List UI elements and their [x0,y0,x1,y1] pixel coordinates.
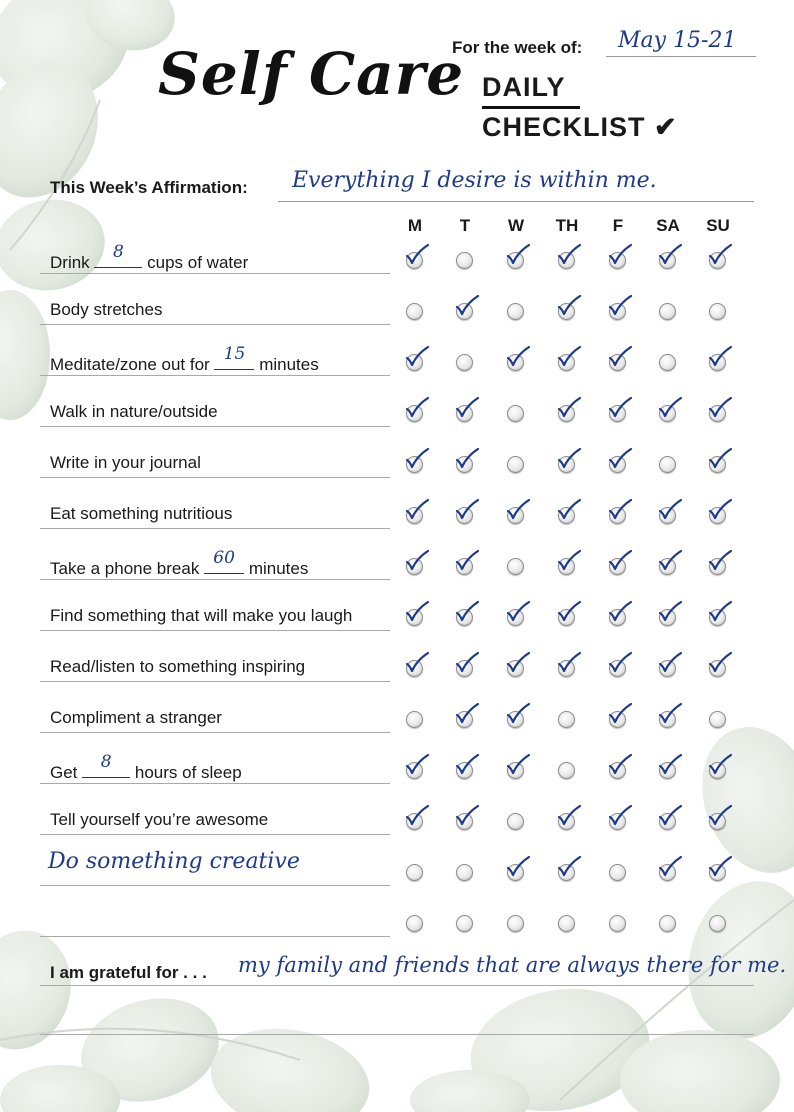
checkmark-icon [404,396,430,420]
task-fill-value: 8 [112,242,124,262]
checkbox-checked[interactable] [558,660,575,677]
task-underline [40,528,390,529]
task-row [0,651,794,702]
checkbox-checked[interactable] [406,507,423,524]
checkmark-icon [657,243,683,267]
checkmark-icon: ✔ [654,112,678,142]
task-text: Compliment a stranger [50,708,222,727]
checkmark-icon [556,345,582,369]
grateful-value: my family and friends that are always there for me. [238,953,787,977]
checkbox-empty[interactable] [456,864,473,881]
task-underline [40,273,390,274]
checkmark-icon [556,396,582,420]
task-row [0,498,794,549]
checkmark-icon [505,243,531,267]
checkbox-checked[interactable] [609,303,626,320]
checkbox-checked[interactable] [558,354,575,371]
checkbox-checked[interactable] [456,813,473,830]
checkbox-checked[interactable] [659,711,676,728]
day-header: TH [555,216,579,235]
checkbox-checked[interactable] [709,609,726,626]
checkmark-icon [657,600,683,624]
checkmark-icon [607,702,633,726]
day-header: SU [706,216,730,235]
checkmark-icon [556,651,582,675]
task-underline [40,732,390,733]
checkmark-icon [657,702,683,726]
checkbox-checked[interactable] [709,660,726,677]
checkbox-checked[interactable] [406,762,423,779]
task-row [0,345,794,396]
checkmark-icon [707,396,733,420]
checkbox-empty[interactable] [659,456,676,473]
task-row [0,753,794,804]
checkbox-checked[interactable] [659,864,676,881]
checkmark-icon [707,600,733,624]
task-underline [40,936,390,937]
checkbox-empty[interactable] [558,762,575,779]
checkmark-icon [404,753,430,777]
task-label [50,344,319,375]
checkbox-checked[interactable] [659,660,676,677]
checkmark-icon [454,549,480,573]
task-row [0,600,794,651]
checkbox-empty[interactable] [406,303,423,320]
task-label [50,752,242,783]
checkbox-checked[interactable] [558,558,575,575]
checkbox-checked[interactable] [406,558,423,575]
checkmark-icon [607,345,633,369]
checkmark-icon [556,294,582,318]
task-row [0,702,794,753]
subtitle-checklist [482,112,678,143]
task-blank [204,548,244,574]
task-label [50,453,201,473]
checkmark-icon [505,702,531,726]
checkbox-checked[interactable] [659,609,676,626]
checkbox-checked[interactable] [609,405,626,422]
checkbox-checked[interactable] [406,456,423,473]
checkbox-checked[interactable] [406,813,423,830]
checkbox-empty[interactable] [709,711,726,728]
task-underline [40,375,390,376]
checkmark-icon [454,294,480,318]
task-text: Write in your journal [50,453,201,472]
checkmark-icon [607,243,633,267]
checkbox-checked[interactable] [609,609,626,626]
checkbox-checked[interactable] [406,405,423,422]
task-underline [40,477,390,478]
task-text: Walk in nature/outside [50,402,218,421]
task-row [0,447,794,498]
checkbox-checked[interactable] [456,303,473,320]
task-text: Find something that will make you laugh [50,606,353,625]
checkbox-checked[interactable] [659,813,676,830]
checkmark-icon [505,600,531,624]
task-label [50,242,249,273]
checkmark-icon [657,855,683,879]
checkbox-checked[interactable] [558,456,575,473]
task-text: Meditate/zone out for [50,355,210,374]
task-text: Get [50,763,78,782]
checkmark-icon [505,498,531,522]
checkbox-checked[interactable] [609,456,626,473]
checkmark-icon [505,855,531,879]
checkmark-icon [657,753,683,777]
checkmark-icon [454,753,480,777]
checkbox-checked[interactable] [709,252,726,269]
checkbox-checked[interactable] [406,354,423,371]
checkmark-icon [404,600,430,624]
grateful-label: I am grateful for . . . [50,963,207,982]
checkmark-icon [454,396,480,420]
checkbox-empty[interactable] [406,915,423,932]
checkbox-empty[interactable] [507,813,524,830]
checkbox-checked[interactable] [709,507,726,524]
task-text: Read/listen to something inspiring [50,657,306,676]
checkbox-checked[interactable] [709,354,726,371]
checkbox-checked[interactable] [456,660,473,677]
checkbox-checked[interactable] [558,303,575,320]
checkbox-empty[interactable] [507,915,524,932]
checkmark-icon [607,294,633,318]
checkbox-checked[interactable] [456,609,473,626]
checkbox-checked[interactable] [659,558,676,575]
task-underline [40,630,390,631]
subtitle-divider [482,106,580,109]
task-text: Drink [50,253,90,272]
task-blank [82,752,130,778]
checkmark-icon [404,498,430,522]
checkbox-empty[interactable] [456,915,473,932]
checkbox-checked[interactable] [609,660,626,677]
task-label [50,402,218,422]
checkmark-icon [607,498,633,522]
checkmark-icon [505,651,531,675]
task-label [50,810,268,830]
checkmark-icon [607,447,633,471]
checkbox-checked[interactable] [558,609,575,626]
task-underline [40,579,390,580]
week-underline [606,56,756,57]
task-text-after: hours of sleep [134,763,242,782]
checkmark-icon [657,549,683,573]
checkbox-empty[interactable] [609,864,626,881]
checkbox-checked[interactable] [609,507,626,524]
checkmark-icon [707,549,733,573]
checkbox-checked[interactable] [659,762,676,779]
checkbox-checked[interactable] [406,252,423,269]
checkmark-icon [454,804,480,828]
checkmark-icon [556,498,582,522]
checkmark-icon [707,855,733,879]
task-fill-value: 15 [223,344,246,364]
checkmark-icon [607,753,633,777]
week-label: For the week of: [452,38,583,57]
checkbox-empty[interactable] [406,864,423,881]
checkbox-checked[interactable] [609,762,626,779]
checkbox-empty[interactable] [709,915,726,932]
subtitle-checklist-text: CHECKLIST [482,112,646,142]
checkbox-empty[interactable] [456,252,473,269]
grateful-line [40,985,754,986]
task-text-after: minutes [248,559,309,578]
task-row [0,243,794,294]
task-underline [40,783,390,784]
day-header: F [612,216,624,235]
checkbox-checked[interactable] [558,405,575,422]
checkbox-empty[interactable] [507,456,524,473]
checkbox-checked[interactable] [507,507,524,524]
day-header: T [459,216,471,235]
checkbox-checked[interactable] [456,711,473,728]
task-text: Eat something nutritious [50,504,233,523]
task-text: Body stretches [50,300,163,319]
checkbox-empty[interactable] [456,354,473,371]
affirmation-underline [278,201,754,202]
task-row [0,849,794,906]
checkbox-empty[interactable] [609,915,626,932]
checkbox-checked[interactable] [609,813,626,830]
checkmark-icon [607,549,633,573]
checkbox-checked[interactable] [507,252,524,269]
checkbox-checked[interactable] [507,711,524,728]
checkmark-icon [404,651,430,675]
checkbox-checked[interactable] [507,354,524,371]
task-underline [40,681,390,682]
checkbox-checked[interactable] [659,252,676,269]
checkbox-checked[interactable] [456,507,473,524]
checkbox-checked[interactable] [609,252,626,269]
task-text-after: minutes [259,355,319,374]
checkbox-checked[interactable] [456,405,473,422]
checkbox-checked[interactable] [558,813,575,830]
checkmark-icon [556,804,582,828]
checkbox-checked[interactable] [709,813,726,830]
checkmark-icon [454,600,480,624]
task-row [0,906,794,957]
checkmark-icon [657,651,683,675]
task-underline [40,885,390,886]
task-row [0,396,794,447]
checkbox-empty[interactable] [558,915,575,932]
checkmark-icon [454,702,480,726]
checkbox-checked[interactable] [609,558,626,575]
affirmation-label: This Week’s Affirmation: [50,178,248,197]
task-text: Take a phone break [50,559,200,578]
task-row [0,294,794,345]
checkbox-empty[interactable] [659,303,676,320]
checkmark-icon [607,396,633,420]
checkbox-empty[interactable] [507,558,524,575]
day-header: M [407,216,423,235]
page-title: Self Care [158,40,465,108]
checkmark-icon [556,549,582,573]
checkbox-checked[interactable] [609,354,626,371]
task-blank [94,242,142,268]
task-row [0,549,794,600]
checkbox-checked[interactable] [709,762,726,779]
task-label [50,708,222,728]
checkmark-icon [404,243,430,267]
checkbox-checked[interactable] [507,864,524,881]
checkbox-checked[interactable] [659,507,676,524]
checkmark-icon [404,804,430,828]
checkmark-icon [404,549,430,573]
task-label [50,606,352,626]
checkbox-checked[interactable] [709,864,726,881]
checkbox-checked[interactable] [456,456,473,473]
checkmark-icon [707,753,733,777]
checkbox-empty[interactable] [709,303,726,320]
checkbox-empty[interactable] [507,303,524,320]
checkmark-icon [707,804,733,828]
checkmark-icon [707,651,733,675]
checkmark-icon [404,447,430,471]
subtitle-daily: DAILY [482,72,566,102]
task-underline [40,834,390,835]
task-label [50,300,162,320]
checkmark-icon [556,600,582,624]
task-label [50,504,232,524]
task-fill-value: 8 [100,752,112,772]
checkbox-checked[interactable] [406,609,423,626]
checkmark-icon [707,243,733,267]
task-label [50,657,305,677]
checkbox-checked[interactable] [709,405,726,422]
checkmark-icon [454,498,480,522]
task-text-after: cups of water [147,253,249,272]
checkbox-empty[interactable] [659,354,676,371]
affirmation-value: Everything I desire is within me. [292,168,657,193]
day-header: W [507,216,525,235]
task-blank [214,344,254,370]
checkmark-icon [556,447,582,471]
checkmark-icon [707,345,733,369]
checkmark-icon [505,753,531,777]
checkbox-checked[interactable] [709,456,726,473]
checkbox-checked[interactable] [507,762,524,779]
checkmark-icon [404,345,430,369]
checkmark-icon [657,396,683,420]
week-value: May 15-21 [618,28,737,53]
checkmark-icon [707,498,733,522]
task-text: Tell yourself you’re awesome [50,810,269,829]
checkmark-icon [657,498,683,522]
checkbox-checked[interactable] [558,864,575,881]
checkbox-checked[interactable] [456,558,473,575]
checkmark-icon [607,651,633,675]
checkmark-icon [454,651,480,675]
checkbox-checked[interactable] [456,762,473,779]
checkmark-icon [454,447,480,471]
checkbox-checked[interactable] [609,711,626,728]
checkbox-checked[interactable] [659,405,676,422]
checkbox-checked[interactable] [507,609,524,626]
checkbox-checked[interactable] [406,660,423,677]
checkbox-checked[interactable] [558,507,575,524]
task-underline [40,426,390,427]
grateful-line [40,1034,754,1035]
task-fill-value: 60 [213,548,235,568]
checkbox-checked[interactable] [507,660,524,677]
task-row [0,804,794,855]
checkmark-icon [556,855,582,879]
checkbox-empty[interactable] [659,915,676,932]
checkbox-empty[interactable] [406,711,423,728]
task-label [50,548,309,579]
checkbox-empty[interactable] [507,405,524,422]
checkmark-icon [556,243,582,267]
day-header: SA [656,216,680,235]
checkmark-icon [707,447,733,471]
task-underline [40,324,390,325]
checkmark-icon [657,804,683,828]
task-label-handwritten: Do something creative [48,849,300,874]
checkmark-icon [607,804,633,828]
checkbox-checked[interactable] [558,252,575,269]
checkmark-icon [505,345,531,369]
checkbox-checked[interactable] [709,558,726,575]
checkbox-empty[interactable] [558,711,575,728]
checkmark-icon [607,600,633,624]
